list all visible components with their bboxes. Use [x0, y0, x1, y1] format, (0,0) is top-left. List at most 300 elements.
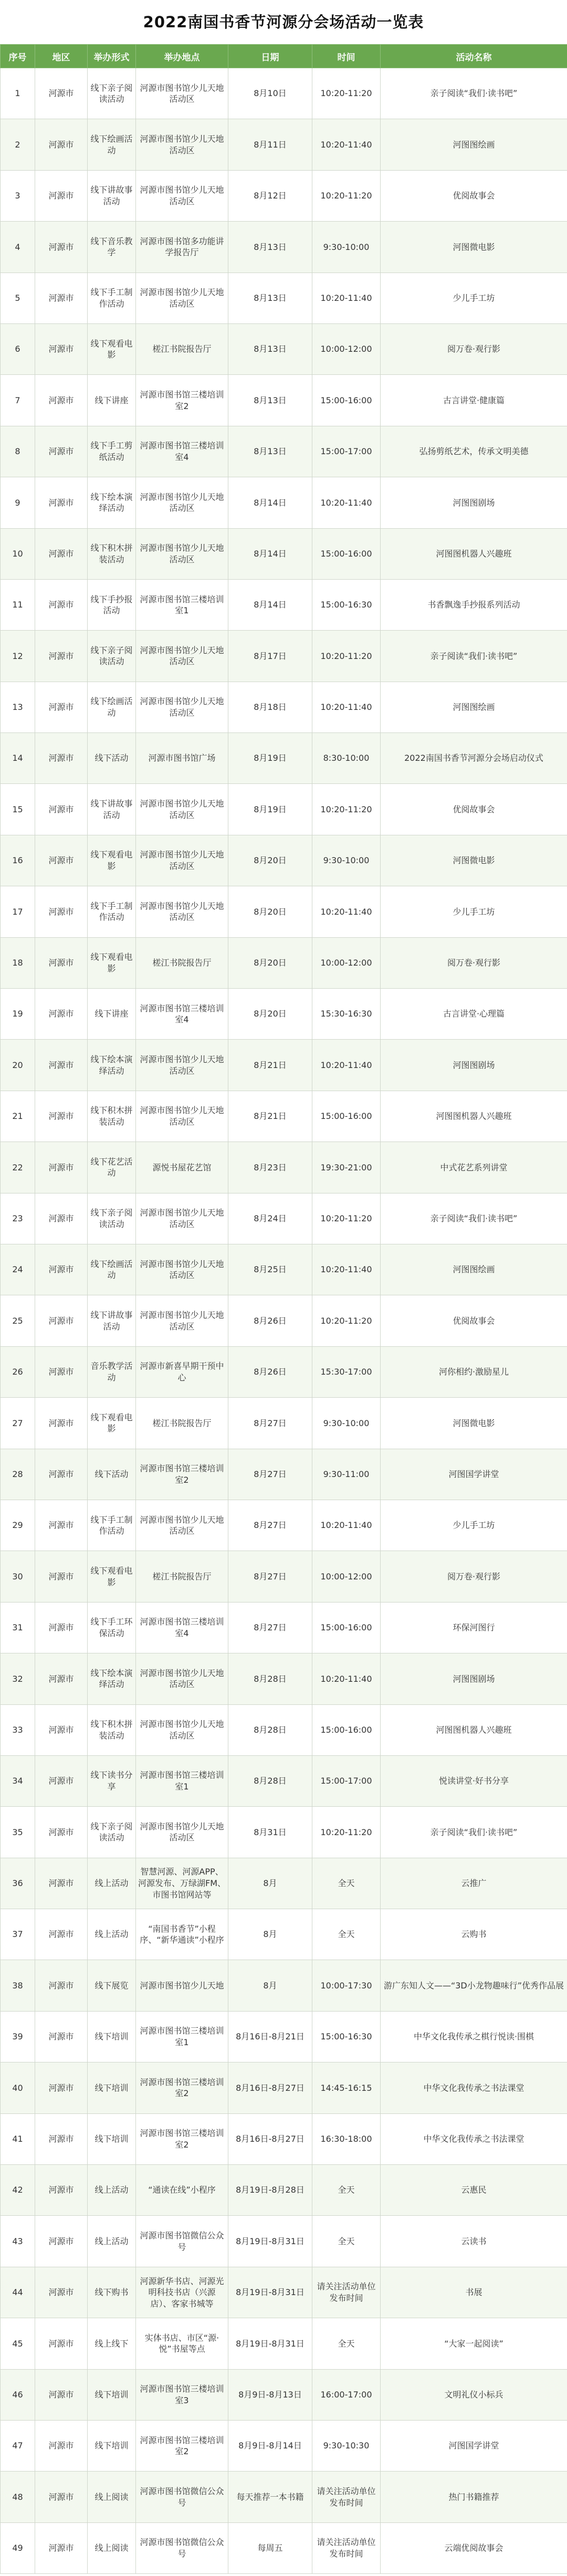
table-row	[1, 1704, 567, 1755]
cell-region: 河源市	[35, 119, 88, 170]
cell-activity: 游广东知人文——“3D小龙物趣味行”优秀作品展	[381, 1960, 567, 2011]
cell-activity: 古言讲堂·心理篇	[381, 989, 567, 1040]
cell-format: 线下音乐教学	[88, 222, 136, 273]
cell-date: 8月12日	[228, 170, 312, 221]
cell-index: 21	[1, 1091, 35, 1142]
table-header	[1, 45, 567, 68]
cell-date: 8月	[228, 1858, 312, 1909]
cell-region: 河源市	[35, 1398, 88, 1449]
table-row	[1, 2011, 567, 2062]
cell-region: 河源市	[35, 477, 88, 528]
cell-activity: “大家一起阅读”	[381, 2318, 567, 2369]
cell-index: 46	[1, 2369, 35, 2420]
cell-venue: 河源市图书馆少儿天地活动区	[136, 835, 228, 886]
cell-date: 8月16日-8月21日	[228, 2011, 312, 2062]
cell-index: 5	[1, 273, 35, 323]
cell-format: 线下讲座	[88, 989, 136, 1040]
cell-format: 线下观看电影	[88, 1398, 136, 1449]
cell-region: 河源市	[35, 2165, 88, 2216]
cell-format: 线上阅读	[88, 2522, 136, 2573]
cell-region: 河源市	[35, 222, 88, 273]
cell-format: 线下亲子阅读活动	[88, 1807, 136, 1858]
cell-time: 15:00-17:00	[312, 426, 381, 477]
cell-venue: 河源新华书店、河源光明科技书店（兴源店）、客家书城等	[136, 2267, 228, 2318]
cell-date: 8月	[228, 1960, 312, 2011]
cell-time: 10:20-11:20	[312, 1193, 381, 1244]
cell-time: 10:00-12:00	[312, 323, 381, 374]
table-row	[1, 1807, 567, 1858]
cell-format: 线下观看电影	[88, 323, 136, 374]
cell-time: 9:30-10:00	[312, 835, 381, 886]
cell-venue: 河源市图书馆少儿天地活动区	[136, 1807, 228, 1858]
cell-region: 河源市	[35, 1755, 88, 1806]
cell-venue: 河源市图书馆少儿天地活动区	[136, 528, 228, 579]
cell-format: 音乐教学活动	[88, 1346, 136, 1397]
table-row	[1, 886, 567, 937]
cell-time: 10:20-11:40	[312, 682, 381, 732]
cell-format: 线上活动	[88, 1909, 136, 1960]
table-row	[1, 784, 567, 835]
cell-date: 8月21日	[228, 1040, 312, 1091]
cell-activity: 悦读讲堂·好书分享	[381, 1755, 567, 1806]
cell-index: 19	[1, 989, 35, 1040]
cell-venue: 河源市图书馆少儿天地活动区	[136, 68, 228, 119]
table-row	[1, 323, 567, 374]
cell-activity: 河图图机器人兴趣班	[381, 1091, 567, 1142]
cell-time: 全天	[312, 2165, 381, 2216]
cell-index: 34	[1, 1755, 35, 1806]
cell-index: 4	[1, 222, 35, 273]
cell-venue: “南国书香节”小程序、“新华通读”小程序	[136, 1909, 228, 1960]
cell-region: 河源市	[35, 2318, 88, 2369]
cell-activity: 弘扬剪纸艺术，传承文明美德	[381, 426, 567, 477]
table-row	[1, 1909, 567, 1960]
cell-region: 河源市	[35, 1244, 88, 1295]
cell-time: 10:20-11:40	[312, 273, 381, 323]
cell-venue: 河源市图书馆三楼培训室3	[136, 2369, 228, 2420]
cell-region: 河源市	[35, 937, 88, 988]
header-time: 时间	[312, 45, 381, 68]
cell-venue: 河源市图书馆少儿天地活动区	[136, 1653, 228, 1704]
table-row	[1, 2420, 567, 2471]
cell-index: 2	[1, 119, 35, 170]
cell-date: 8月13日	[228, 426, 312, 477]
cell-index: 28	[1, 1449, 35, 1500]
cell-activity: 河图图绘画	[381, 682, 567, 732]
cell-format: 线下绘本演绎活动	[88, 477, 136, 528]
cell-format: 线下绘本演绎活动	[88, 1040, 136, 1091]
table-row	[1, 222, 567, 273]
cell-date: 8月16日-8月27日	[228, 2062, 312, 2113]
table-row	[1, 68, 567, 119]
header-format: 举办形式	[88, 45, 136, 68]
cell-index: 6	[1, 323, 35, 374]
table-row	[1, 579, 567, 630]
cell-activity: 中式花艺系列讲堂	[381, 1142, 567, 1193]
cell-format: 线下绘画活动	[88, 119, 136, 170]
table-row	[1, 1193, 567, 1244]
cell-venue: 智慧河源、河源APP、河源发布、万绿湖FM、市图书馆网站等	[136, 1858, 228, 1909]
cell-activity: 亲子阅读“我们·读书吧”	[381, 631, 567, 682]
cell-date: 8月21日	[228, 1091, 312, 1142]
cell-venue: 河源市图书馆少儿天地活动区	[136, 1295, 228, 1346]
header-date: 日期	[228, 45, 312, 68]
cell-region: 河源市	[35, 1091, 88, 1142]
cell-date: 8月28日	[228, 1755, 312, 1806]
cell-activity: 河图图绘画	[381, 1244, 567, 1295]
cell-format: 线下手工剪纸活动	[88, 426, 136, 477]
cell-time: 15:00-16:30	[312, 579, 381, 630]
cell-venue: 河源市图书馆三楼培训室4	[136, 426, 228, 477]
cell-activity: 书香飘逸手抄报系列活动	[381, 579, 567, 630]
cell-venue: 河源市图书馆三楼培训室2	[136, 2062, 228, 2113]
cell-index: 41	[1, 2113, 35, 2164]
cell-format: 线下培训	[88, 2113, 136, 2164]
cell-index: 25	[1, 1295, 35, 1346]
cell-date: 8月11日	[228, 119, 312, 170]
cell-index: 9	[1, 477, 35, 528]
table-row	[1, 1142, 567, 1193]
cell-venue: 河源市图书馆广场	[136, 733, 228, 784]
page-title: 2022南国书香节河源分会场活动一览表	[143, 13, 424, 31]
table-row	[1, 170, 567, 221]
table-row	[1, 1500, 567, 1551]
cell-activity: 云购书	[381, 1909, 567, 1960]
cell-activity: 亲子阅读“我们·读书吧”	[381, 68, 567, 119]
cell-format: 线下购书	[88, 2267, 136, 2318]
cell-index: 8	[1, 426, 35, 477]
cell-date: 8月14日	[228, 477, 312, 528]
cell-region: 河源市	[35, 2522, 88, 2573]
cell-index: 12	[1, 631, 35, 682]
cell-time: 15:00-16:30	[312, 2011, 381, 2062]
cell-venue: 河源市图书馆少儿天地活动区	[136, 682, 228, 732]
cell-time: 10:20-11:40	[312, 1244, 381, 1295]
cell-region: 河源市	[35, 2369, 88, 2420]
cell-format: 线下亲子阅读活动	[88, 631, 136, 682]
cell-activity: 阅万卷·观行影	[381, 937, 567, 988]
cell-index: 37	[1, 1909, 35, 1960]
cell-time: 15:30-17:00	[312, 1346, 381, 1397]
cell-date: 8月16日-8月27日	[228, 2113, 312, 2164]
cell-date: 每天推荐一本书籍	[228, 2472, 312, 2522]
cell-format: 线下培训	[88, 2011, 136, 2062]
cell-index: 42	[1, 2165, 35, 2216]
cell-region: 河源市	[35, 1602, 88, 1653]
cell-activity: 中华文化我传承之棋行悦读·围棋	[381, 2011, 567, 2062]
cell-format: 线下读书分享	[88, 1755, 136, 1806]
header-index: 序号	[1, 45, 35, 68]
cell-venue: 河源市图书馆少儿天地活动区	[136, 273, 228, 323]
cell-venue: 河源市图书馆少儿天地活动区	[136, 1091, 228, 1142]
cell-region: 河源市	[35, 2011, 88, 2062]
cell-activity: 河图图剧场	[381, 477, 567, 528]
table-row	[1, 2216, 567, 2267]
cell-time: 10:20-11:20	[312, 784, 381, 835]
cell-time: 10:20-11:20	[312, 631, 381, 682]
cell-activity: 阅万卷·观行影	[381, 1551, 567, 1602]
cell-date: 8月20日	[228, 835, 312, 886]
cell-activity: 河图图机器人兴趣班	[381, 1704, 567, 1755]
table-row	[1, 426, 567, 477]
cell-region: 河源市	[35, 375, 88, 426]
cell-format: 线下培训	[88, 2062, 136, 2113]
cell-time: 请关注活动单位发布时间	[312, 2472, 381, 2522]
cell-activity: 热门书籍推荐	[381, 2472, 567, 2522]
cell-activity: 阅万卷·观行影	[381, 323, 567, 374]
cell-format: 线下绘本演绎活动	[88, 1653, 136, 1704]
cell-venue: 槎江书院报告厅	[136, 1551, 228, 1602]
cell-date: 8月19日	[228, 733, 312, 784]
cell-venue: 河源市图书馆少儿天地活动区	[136, 1704, 228, 1755]
cell-region: 河源市	[35, 1960, 88, 2011]
cell-date: 8月20日	[228, 937, 312, 988]
cell-index: 17	[1, 886, 35, 937]
cell-date: 8月27日	[228, 1602, 312, 1653]
cell-venue: 河源市图书馆三楼培训室2	[136, 2113, 228, 2164]
cell-activity: 少儿手工坊	[381, 1500, 567, 1551]
cell-time: 10:00-12:00	[312, 937, 381, 988]
cell-activity: 亲子阅读“我们·读书吧”	[381, 1193, 567, 1244]
table-row	[1, 2522, 567, 2573]
cell-venue: 河源市图书馆微信公众号	[136, 2216, 228, 2267]
cell-time: 16:00-17:00	[312, 2369, 381, 2420]
cell-time: 请关注活动单位发布时间	[312, 2522, 381, 2573]
cell-date: 8月9日-8月13日	[228, 2369, 312, 2420]
header-activity: 活动名称	[381, 45, 567, 68]
cell-region: 河源市	[35, 323, 88, 374]
cell-format: 线下观看电影	[88, 937, 136, 988]
cell-date: 8月13日	[228, 273, 312, 323]
cell-date: 8月14日	[228, 528, 312, 579]
cell-activity: 河图国学讲堂	[381, 1449, 567, 1500]
table-row	[1, 1040, 567, 1091]
cell-activity: 云推广	[381, 1858, 567, 1909]
table-row	[1, 2113, 567, 2164]
cell-venue: 实体书店、市区“源·悦”书屋等点	[136, 2318, 228, 2369]
table-row	[1, 1858, 567, 1909]
cell-venue: 河源市图书馆少儿天地活动区	[136, 1244, 228, 1295]
cell-region: 河源市	[35, 1858, 88, 1909]
cell-activity: 河图图机器人兴趣班	[381, 528, 567, 579]
cell-format: 线上线下	[88, 2318, 136, 2369]
cell-venue: 河源市新喜早期干预中心	[136, 1346, 228, 1397]
cell-activity: 优阅故事会	[381, 784, 567, 835]
cell-date: 8月26日	[228, 1295, 312, 1346]
cell-date: 8月20日	[228, 886, 312, 937]
cell-date: 8月25日	[228, 1244, 312, 1295]
cell-date: 8月28日	[228, 1704, 312, 1755]
cell-time: 14:45-16:15	[312, 2062, 381, 2113]
cell-venue: 河源市图书馆少儿天地活动区	[136, 1040, 228, 1091]
cell-format: 线下花艺活动	[88, 1142, 136, 1193]
cell-format: 线下观看电影	[88, 835, 136, 886]
cell-time: 全天	[312, 2318, 381, 2369]
cell-time: 15:00-16:00	[312, 528, 381, 579]
cell-index: 3	[1, 170, 35, 221]
cell-format: 线下手工环保活动	[88, 1602, 136, 1653]
cell-format: 线下积木拼装活动	[88, 1091, 136, 1142]
cell-time: 10:20-11:40	[312, 1040, 381, 1091]
cell-time: 10:00-17:30	[312, 1960, 381, 2011]
cell-date: 8月	[228, 1909, 312, 1960]
table-row	[1, 119, 567, 170]
table-row	[1, 1551, 567, 1602]
cell-venue: 源悦书屋花艺馆	[136, 1142, 228, 1193]
cell-date: 每周五	[228, 2522, 312, 2573]
cell-index: 30	[1, 1551, 35, 1602]
cell-time: 16:30-18:00	[312, 2113, 381, 2164]
cell-format: 线下讲故事活动	[88, 1295, 136, 1346]
cell-index: 45	[1, 2318, 35, 2369]
cell-format: 线下活动	[88, 733, 136, 784]
cell-venue: 河源市图书馆少儿天地活动区	[136, 1500, 228, 1551]
cell-index: 22	[1, 1142, 35, 1193]
cell-activity: 优阅故事会	[381, 170, 567, 221]
cell-region: 河源市	[35, 2216, 88, 2267]
cell-format: 线下绘画活动	[88, 1244, 136, 1295]
cell-venue: 河源市图书馆三楼培训室1	[136, 2011, 228, 2062]
cell-time: 全天	[312, 1858, 381, 1909]
cell-region: 河源市	[35, 1704, 88, 1755]
cell-format: 线下讲故事活动	[88, 170, 136, 221]
cell-format: 线下手抄报活动	[88, 579, 136, 630]
cell-region: 河源市	[35, 1142, 88, 1193]
cell-date: 8月13日	[228, 222, 312, 273]
cell-region: 河源市	[35, 170, 88, 221]
cell-venue: 河源市图书馆少儿天地	[136, 1960, 228, 2011]
table-row	[1, 375, 567, 426]
cell-activity: 优阅故事会	[381, 1295, 567, 1346]
table-row	[1, 1449, 567, 1500]
table-row	[1, 528, 567, 579]
cell-venue: 河源市图书馆三楼培训室1	[136, 579, 228, 630]
cell-venue: 河源市图书馆少儿天地活动区	[136, 1193, 228, 1244]
cell-date: 8月19日-8月31日	[228, 2216, 312, 2267]
cell-index: 35	[1, 1807, 35, 1858]
activity-table	[0, 44, 567, 2574]
cell-region: 河源市	[35, 1551, 88, 1602]
table-row	[1, 1295, 567, 1346]
cell-venue: 槎江书院报告厅	[136, 323, 228, 374]
cell-time: 15:00-16:00	[312, 1704, 381, 1755]
cell-time: 15:00-16:00	[312, 1602, 381, 1653]
cell-activity: 河图微电影	[381, 1398, 567, 1449]
cell-region: 河源市	[35, 2267, 88, 2318]
cell-format: 线下积木拼装活动	[88, 1704, 136, 1755]
header-venue: 举办地点	[136, 45, 228, 68]
cell-time: 10:20-11:20	[312, 1807, 381, 1858]
cell-index: 38	[1, 1960, 35, 2011]
cell-index: 27	[1, 1398, 35, 1449]
cell-format: 线下手工制作活动	[88, 886, 136, 937]
cell-region: 河源市	[35, 886, 88, 937]
cell-venue: 河源市图书馆微信公众号	[136, 2522, 228, 2573]
cell-region: 河源市	[35, 784, 88, 835]
cell-format: 线下讲座	[88, 375, 136, 426]
cell-index: 7	[1, 375, 35, 426]
cell-index: 43	[1, 2216, 35, 2267]
cell-date: 8月19日	[228, 784, 312, 835]
cell-date: 8月19日-8月31日	[228, 2318, 312, 2369]
table-row	[1, 1653, 567, 1704]
cell-venue: 河源市图书馆三楼培训室2	[136, 2420, 228, 2471]
cell-venue: 河源市图书馆三楼培训室4	[136, 1602, 228, 1653]
cell-date: 8月28日	[228, 1653, 312, 1704]
table-row	[1, 937, 567, 988]
cell-date: 8月18日	[228, 682, 312, 732]
cell-venue: 河源市图书馆微信公众号	[136, 2472, 228, 2522]
cell-index: 16	[1, 835, 35, 886]
cell-activity: 云端优阅故事会	[381, 2522, 567, 2573]
table-row	[1, 835, 567, 886]
cell-time: 9:30-10:00	[312, 222, 381, 273]
cell-region: 河源市	[35, 2420, 88, 2471]
cell-region: 河源市	[35, 1346, 88, 1397]
table-row	[1, 1398, 567, 1449]
cell-time: 9:30-10:30	[312, 2420, 381, 2471]
cell-index: 40	[1, 2062, 35, 2113]
cell-date: 8月24日	[228, 1193, 312, 1244]
cell-index: 10	[1, 528, 35, 579]
cell-activity: 少儿手工坊	[381, 886, 567, 937]
cell-activity: 中华文化我传承之书法课堂	[381, 2113, 567, 2164]
cell-format: 线下讲故事活动	[88, 784, 136, 835]
cell-activity: 书展	[381, 2267, 567, 2318]
cell-format: 线下培训	[88, 2420, 136, 2471]
cell-time: 15:00-16:00	[312, 375, 381, 426]
cell-region: 河源市	[35, 579, 88, 630]
table-body	[1, 68, 567, 2574]
cell-time: 10:20-11:20	[312, 170, 381, 221]
cell-venue: 河源市图书馆少儿天地活动区	[136, 170, 228, 221]
cell-region: 河源市	[35, 273, 88, 323]
table-row	[1, 2369, 567, 2420]
cell-index: 15	[1, 784, 35, 835]
cell-activity: 河你相约·激励星儿	[381, 1346, 567, 1397]
cell-date: 8月19日-8月28日	[228, 2165, 312, 2216]
cell-region: 河源市	[35, 1295, 88, 1346]
cell-date: 8月17日	[228, 631, 312, 682]
cell-venue: 河源市图书馆三楼培训室4	[136, 989, 228, 1040]
table-row	[1, 989, 567, 1040]
table-row	[1, 2062, 567, 2113]
cell-venue: 河源市图书馆少儿天地活动区	[136, 784, 228, 835]
cell-index: 29	[1, 1500, 35, 1551]
cell-venue: “通读在线”小程序	[136, 2165, 228, 2216]
cell-activity: 环保河图行	[381, 1602, 567, 1653]
table-row	[1, 1091, 567, 1142]
cell-index: 44	[1, 2267, 35, 2318]
cell-venue: 河源市图书馆三楼培训室2	[136, 375, 228, 426]
header-region: 地区	[35, 45, 88, 68]
cell-format: 线上活动	[88, 2165, 136, 2216]
cell-region: 河源市	[35, 2113, 88, 2164]
cell-activity: 少儿手工坊	[381, 273, 567, 323]
cell-index: 11	[1, 579, 35, 630]
cell-index: 31	[1, 1602, 35, 1653]
cell-date: 8月19日-8月31日	[228, 2267, 312, 2318]
cell-index: 26	[1, 1346, 35, 1397]
table-row	[1, 2472, 567, 2522]
cell-index: 1	[1, 68, 35, 119]
cell-index: 48	[1, 2472, 35, 2522]
cell-time: 10:20-11:20	[312, 68, 381, 119]
cell-format: 线下观看电影	[88, 1551, 136, 1602]
cell-region: 河源市	[35, 1040, 88, 1091]
cell-time: 10:20-11:40	[312, 119, 381, 170]
cell-region: 河源市	[35, 1653, 88, 1704]
